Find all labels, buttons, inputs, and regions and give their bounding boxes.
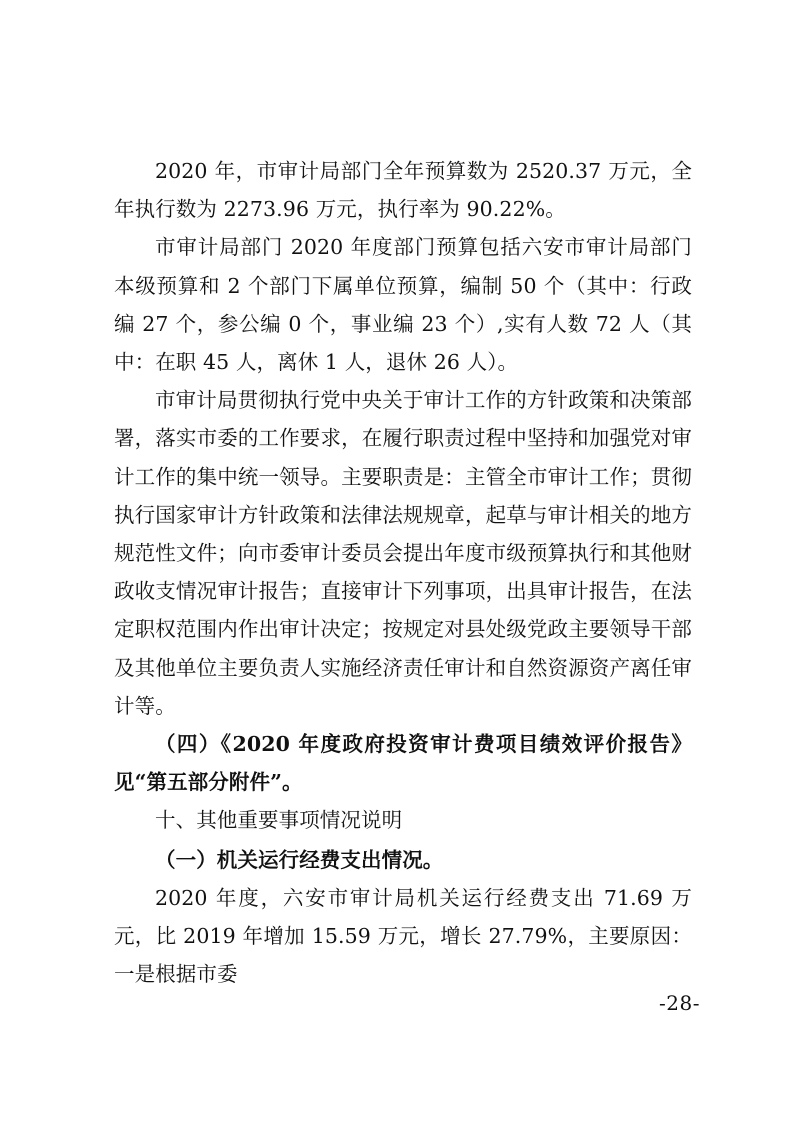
subsection-one-title: （一）机关运行经费支出情况。 — [155, 847, 444, 872]
main-responsibilities-paragraph: 市审计局贯彻执行党中央关于审计工作的方针政策和决策部署，落实市委的工作要求，在履行职责过程中坚持和加强党对审计工作的集中统一领导。主要职责是：主管全市审计工作；贯彻执行国家审计方针政策和法律法规规章，起草与审计相关的地方规范性文件；向市委审计委员会提出年度市级预算执行和其他财政收支情况审计报告；直接审计下列事项，出具审计报告，在法定职权范围内作出审计决定；按规定对县处级党政主要领导干部及其他单位主要负责人实施经济责任审计和自然资源资产离任审计等。 — [114, 388, 692, 718]
page-number: -28- — [659, 991, 700, 1015]
document-body — [114, 152, 692, 993]
budget-summary-paragraph: 2020 年，市审计局部门全年预算数为 2520.37 万元，全年执行数为 2273.96 万元，执行率为 90.22%。 — [114, 159, 692, 222]
department-composition-paragraph: 市审计局部门 2020 年度部门预算包括六安市审计局部门本级预算和 2 个部门下属单位预算，编制 50 个（其中：行政编 27 个，参公编 0 个，事业编 23 个）,实有人数 72 人（其中：在职 45 人，离休 1 人，退休 26 人）。 — [114, 235, 692, 375]
section-ten-title: 十、其他重要事项情况说明 — [155, 808, 403, 833]
section-four-title: （四）《2020 年度政府投资审计费项目绩效评价报告》见“第五部分附件”。 — [114, 732, 692, 795]
operating-expense-paragraph: 2020 年度，六安市审计局机关运行经费支出 71.69 万元，比 2019 年增加 15.59 万元，增长 27.79%，主要原因：一是根据市委 — [114, 885, 692, 987]
